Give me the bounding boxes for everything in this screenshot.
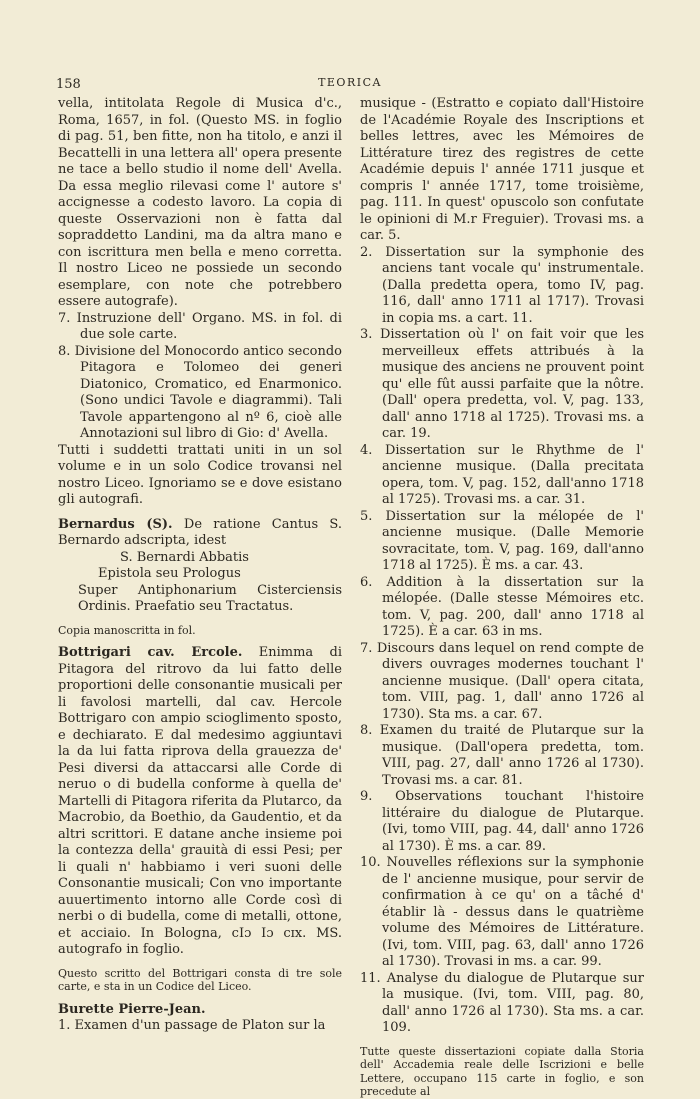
left-column <box>58 96 342 1035</box>
entry-heading-burette: Burette Pierre-Jean. <box>58 1001 206 1017</box>
entry-bottrigari <box>58 645 342 959</box>
running-header: TEORICA <box>318 76 382 89</box>
list-item-3: 3. Dissertation où l' on fait voir que les merveilleux effets attribués à la musique des anciens ne prouvent point qu' elle fût aussi parfaite que la nôtre. (Dall' opera predetta, vol. V, pag. 133, dall' anno 1718 al 1725). Trovasi ms. a car. 19. <box>360 327 644 441</box>
entry-note: Questo scritto del Bottrigari consta di tre sole carte, e sta in un Codice del Liceo. <box>58 966 342 993</box>
entry-text: Enimma di Pitagora del ritrovo da lui fatto delle proportioni delle consonantie musicali per li favolosi martelli, dal cav. Hercole Bottrigaro con ampio scioglimento sposto, e dechiarato. E dal medesimo aggiuntavi la da lui fatta riprova della grauezza de' Pesi diversi da attaccarsi alle Corde di neruo o di budella conforme à quella de' Martelli di Pitagora riferita da Plutarco, da Macrobio, da Boethio, da Gaudentio, et da altri scrittori. E datane anche insieme poi la contezza della' grauità di essi Pesi; per li quali n' habbiamo i veri suoni delle Consonantie musicali; Con vno importante auuertimento intorno alle Corde così di nerbi o di budella, come di metalli, ottone, et acciaio. In Bologna, cIɔ Iɔ cɪx. MS. autografo in foglio. <box>58 645 343 957</box>
paragraph-summary: Tutti i suddetti trattati uniti in un sol volume e in un solo Codice trovansi nel nostro Liceo. Ignoriamo se e dove esistano gli autografi. <box>58 442 342 507</box>
entry-heading: Bernardus (S). <box>58 516 173 532</box>
entry-bernardus <box>58 517 342 550</box>
list-item-9: 9. Observations touchant l'histoire littéraire du dialogue de Plutarque. (Ivi, tomo VIII, pag. 44, dall' anno 1726 al 1730). È ms. a car. 89. <box>360 789 644 854</box>
list-item-8: 8. Divisione del Monocordo antico secondo Pitagora e Tolomeo dei generi Diatonico, Cromatico, ed Enarmonico. (Sono undici Tavole e diagrammi). Tali Tavole appartengono al nº 6, cioè alle Annotazioni sul libro di Gio: d' Avella. <box>58 343 342 441</box>
page-number: 158 <box>56 77 81 92</box>
entry-line: Epistola seu Prologus <box>98 566 241 581</box>
list-item-7: 7. Discours dans lequel on rend compte de divers ouvrages modernes touchant l' ancienne musique. (Dall' opera citata, tom. VIII, pag. 1, dall' anno 1726 al 1730). Sta ms. a car. 67. <box>360 640 644 722</box>
list-item-1: 1. Examen d'un passage de Platon sur la <box>58 1018 326 1033</box>
list-item-2: 2. Dissertation sur la symphonie des anciens tant vocale qu' instrumentale. (Dalla predetta opera, tomo IV, pag. 116, dall' anno 1711 al 1717). Trovasi in copia ms. a cart. 11. <box>360 244 644 326</box>
paragraph-continued: musique - (Estratto e copiato dall'Histoire de l'Académie Royale des Inscriptions et belles lettres, avec les Mémoires de Littérature tirez des registres de cette Académie depuis l' année 1711 jusque et compris l' année 1717, tome troisième, pag. 111. In quest' opuscolo son confutate le opinioni di M.r Freguier). Trovasi ms. a car. 5. <box>360 96 644 243</box>
footnote: Tutte queste dissertazioni copiate dalla Storia dell' Accademia reale delle Iscrizioni e belle Lettere, occupano 115 carte in foglio, e son precedute al <box>360 1044 644 1098</box>
entry-line: S. Bernardi Abbatis <box>120 549 249 565</box>
list-item-5: 5. Dissertation sur la mélopée de l' ancienne musique. (Dalle Memorie sovracitate, tom. V, pag. 169, dall'anno 1718 al 1725). È ms. a car. 43. <box>360 508 644 573</box>
entry-note: Copia manoscritta in fol. <box>58 623 196 637</box>
list-item-8: 8. Examen du traité de Plutarque sur la musique. (Dall'opera predetta, tom. VIII, pag. 27, dall' anno 1726 al 1730). Trovasi ms. a car. 81. <box>360 723 644 788</box>
paragraph-avella-continued: vella, intitolata Regole di Musica d'c., Roma, 1657, in fol. (Questo MS. in foglio di pag. 51, ben fitte, non ha titolo, e anzi il Becattelli in una lettera all' opera presente ne tace a bello studio il nome dell' Avella. Da essa meglio rilevasi come l' autore s' accignesse a codesto lavoro. La copia di queste Osservazioni non è fatta dal sopraddetto Landini, ma da altra mano e con iscrittura men bella e meno corretta. Il nostro Liceo ne possiede un secondo esemplare, con note che potrebbero essere autografe). <box>58 96 343 309</box>
list-item-11: 11. Analyse du dialogue de Plutarque sur la musique. (Ivi, tom. VIII, pag. 80, dall' anno 1726 al 1730). Sta ms. a car. 109. <box>360 970 644 1035</box>
entry-heading: Bottrigari cav. Ercole. <box>58 645 243 660</box>
entry-text: De ratione Cantus S. Bernardo adscripta, idest <box>58 516 343 548</box>
entry-line: Super Antiphonarium Cisterciensis Ordinis. Praefatio seu Tractatus. <box>78 582 342 614</box>
right-column <box>360 96 644 1099</box>
list-item-4: 4. Dissertation sur le Rhythme de l' ancienne musique. (Dalla precitata opera, tom. V, pag. 152, dall'anno 1718 al 1725). Trovasi ms. a car. 31. <box>360 442 644 507</box>
list-item-10: 10. Nouvelles réflexions sur la symphonie de l' ancienne musique, pour servir de confirmation à ce qu' on a tâché d' établir là - dessus dans le quatrième volume des Mémoires de Littérature. (Ivi, tom. VIII, pag. 63, dall' anno 1726 al 1730). Trovasi in ms. a car. 99. <box>360 855 644 969</box>
list-item-6: 6. Addition à la dissertation sur la mélopée. (Dalle stesse Mémoires etc. tom. V, pag. 200, dall' anno 1718 al 1725). È a car. 63 in ms. <box>360 574 644 639</box>
list-item-7: 7. Instruzione dell' Organo. MS. in fol. di due sole carte. <box>58 310 342 342</box>
